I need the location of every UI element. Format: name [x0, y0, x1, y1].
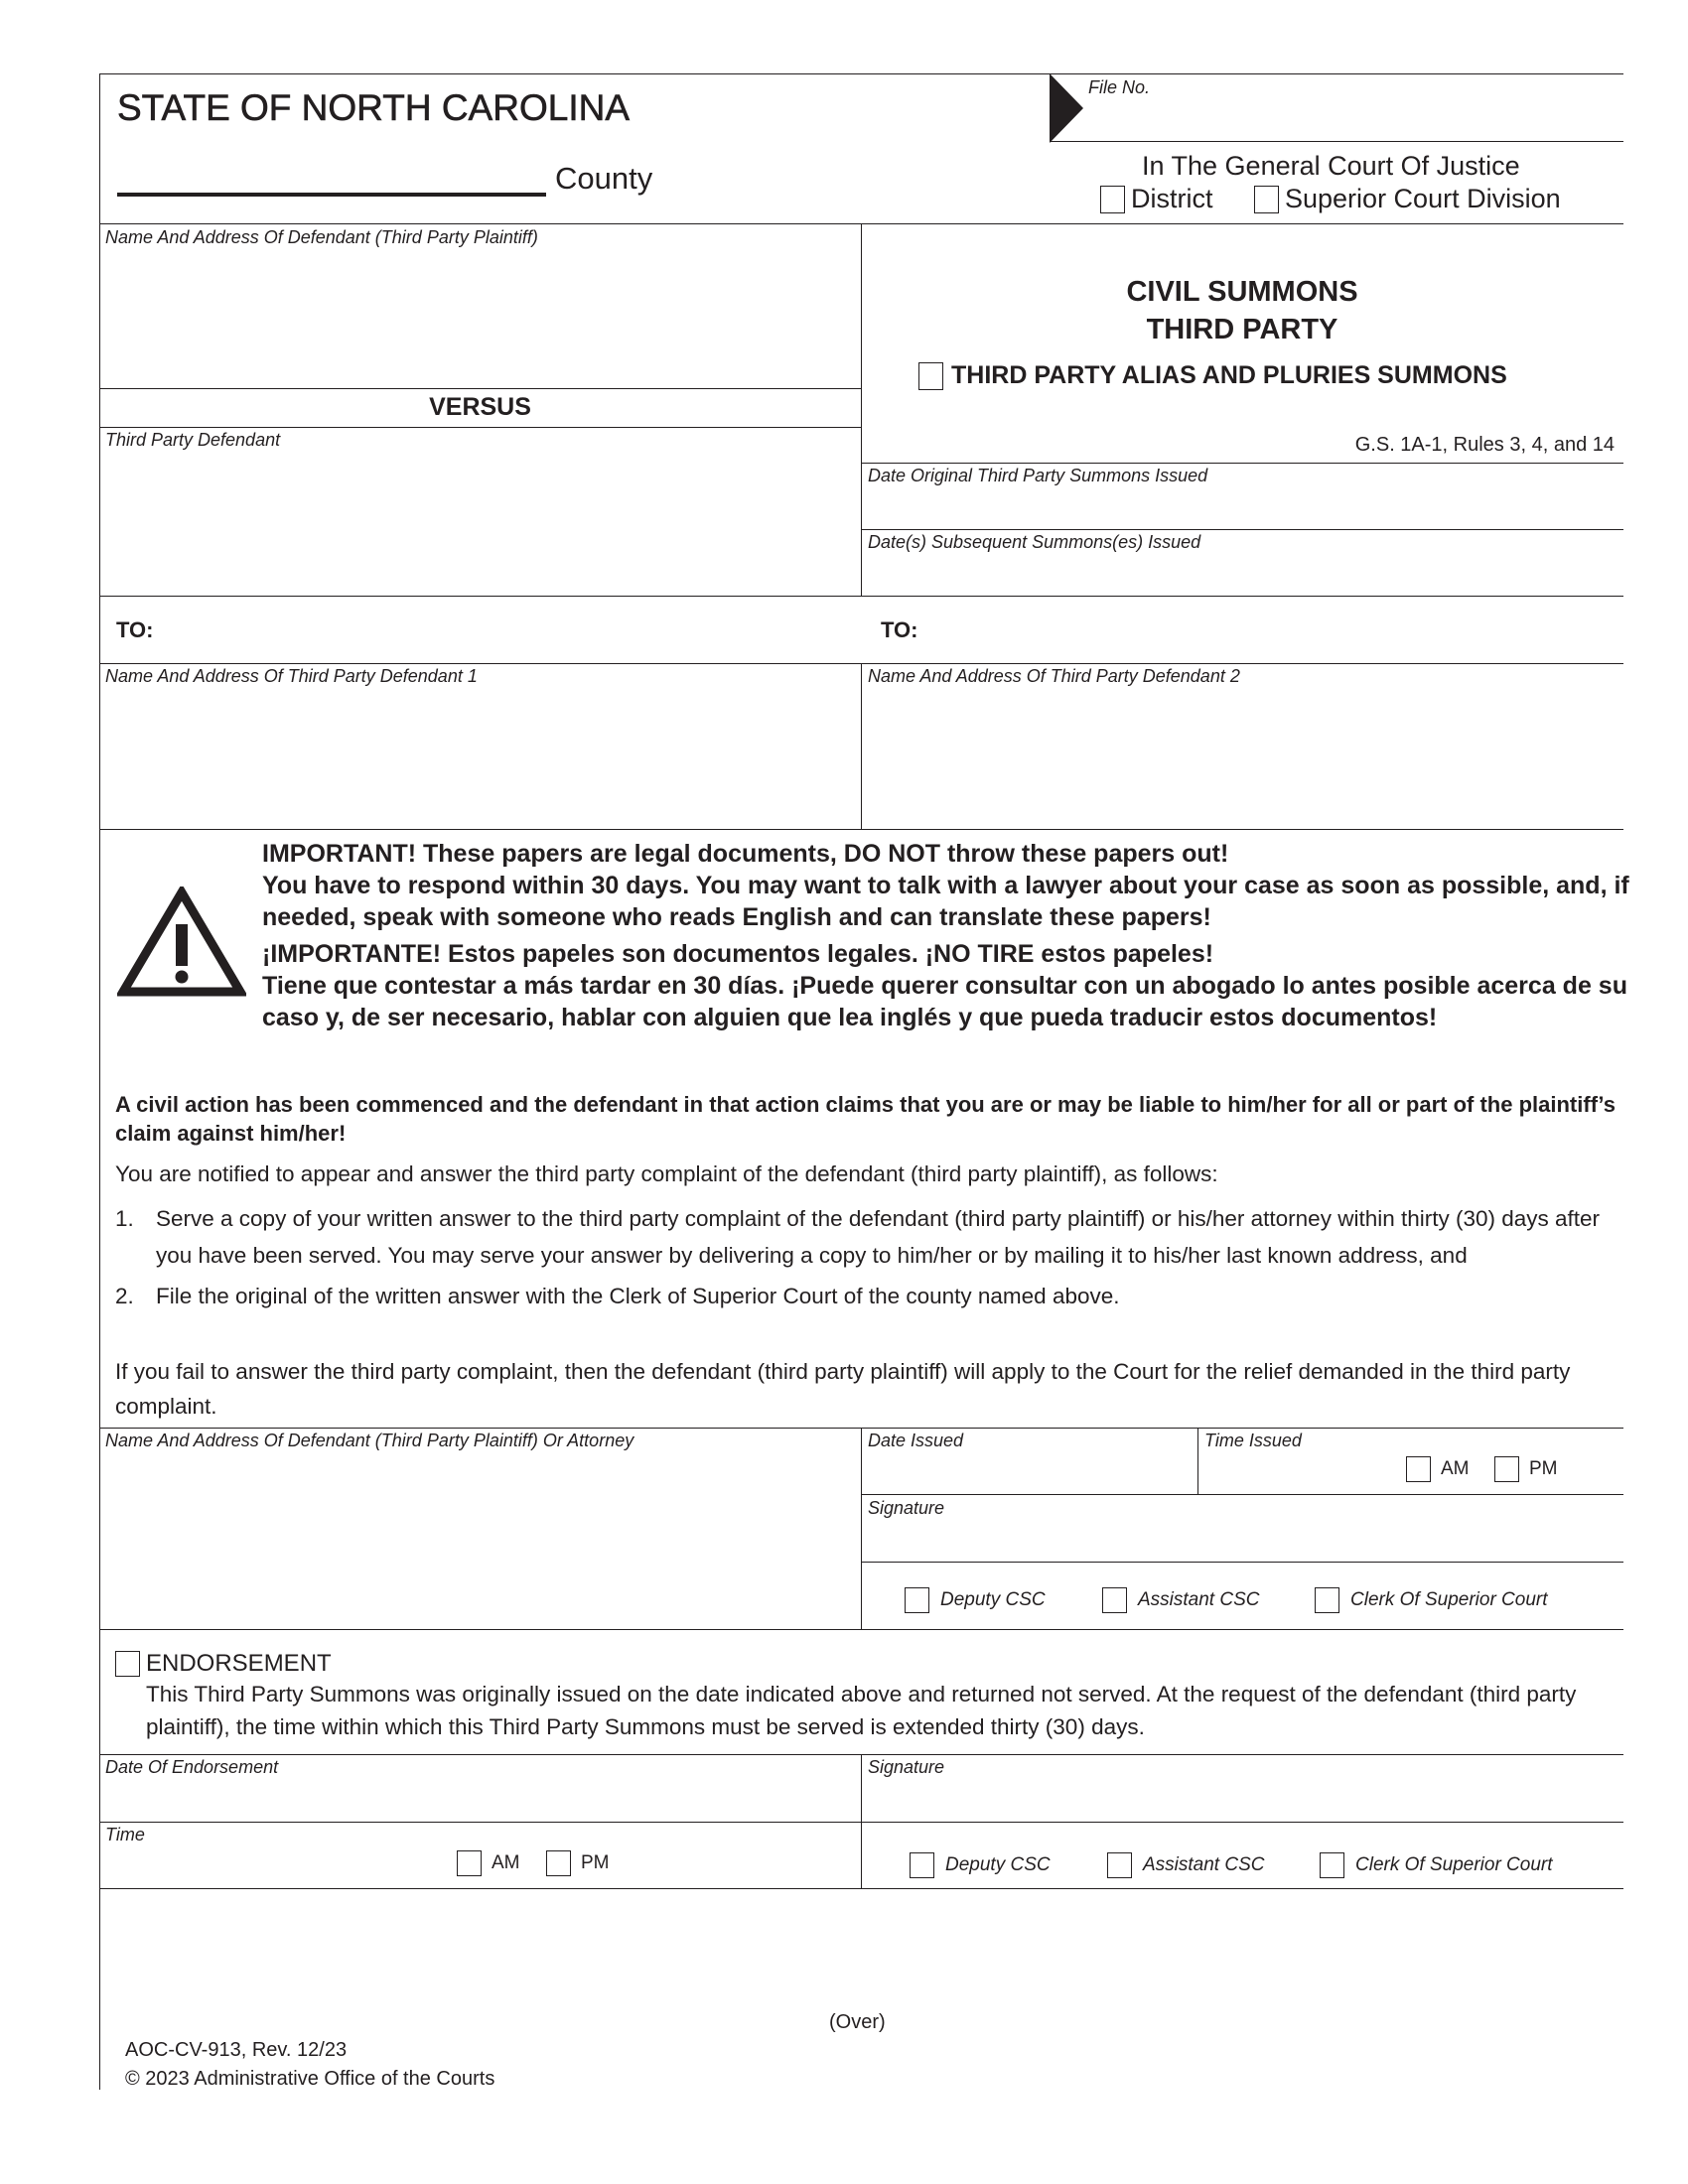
superior-court-option[interactable]: [1254, 184, 1561, 214]
copyright: © 2023 Administrative Office of the Courts: [125, 2068, 495, 2090]
court-title: In The General Court Of Justice: [1142, 151, 1520, 181]
instruction-number: 2.: [115, 1284, 134, 1308]
issuance-clerk-checkbox[interactable]: [1315, 1587, 1339, 1613]
endorsement-signature-label: Signature: [868, 1757, 945, 1777]
date-original-field[interactable]: [868, 488, 1618, 526]
county-label: County: [555, 161, 653, 196]
to-label-2: TO:: [881, 617, 918, 642]
date-issued-label: Date Issued: [868, 1431, 964, 1450]
third-party-defendant-2-label: Name And Address Of Third Party Defendant 2: [868, 666, 1240, 686]
signature-bottom-line: [861, 1562, 1623, 1563]
issuance-clerk-option[interactable]: [1315, 1587, 1548, 1613]
instruction-item-2: [115, 1278, 1619, 1314]
warning-triangle-icon: [117, 887, 246, 998]
endorsement-assistant-csc-option[interactable]: [1107, 1852, 1264, 1878]
endorsement-checkbox[interactable]: [115, 1651, 140, 1677]
issued-am-label: AM: [1441, 1458, 1470, 1479]
fail-to-answer-notice: If you fail to answer the third party complaint, then the defendant (third party plaintiff) will apply to the Court for the relief demanded in the third party complaint.: [115, 1359, 1571, 1419]
statute-reference: G.S. 1A-1, Rules 3, 4, and 14: [1354, 434, 1615, 456]
endorsement-clerk-label: Clerk Of Superior Court: [1355, 1854, 1553, 1875]
endorsement-am-label: AM: [492, 1852, 520, 1873]
date-subsequent-field[interactable]: [868, 555, 1618, 593]
third-party-defendant-2-field[interactable]: [868, 689, 1618, 824]
date-original-bottom-line: [861, 529, 1623, 530]
district-checkbox[interactable]: [1100, 186, 1125, 213]
file-no-bottom-line: [1051, 141, 1623, 142]
instruction-list: [115, 1200, 1619, 1314]
issuance-clerk-label: Clerk Of Superior Court: [1350, 1589, 1548, 1610]
district-label: District: [1131, 184, 1213, 213]
endorsement-title: ENDORSEMENT: [146, 1650, 332, 1677]
issuance-deputy-csc-checkbox[interactable]: [905, 1587, 929, 1613]
state-title: STATE OF NORTH CAROLINA: [117, 87, 630, 128]
date-time-divider: [1197, 1428, 1198, 1494]
time-issued-label: Time Issued: [1204, 1431, 1302, 1450]
endorsement-text: This Third Party Summons was originally issued on the date indicated above and returned not served. At the request of the defendant (third party plaintiff), the time within which this Third Party Summons must be served is extended thirty (30) days.: [146, 1682, 1577, 1739]
defendants-center-divider: [861, 663, 862, 829]
time-issued-field[interactable]: [1204, 1453, 1393, 1491]
issuance-deputy-csc-label: Deputy CSC: [940, 1589, 1046, 1610]
instruction-text: File the original of the written answer with the Clerk of Superior Court of the county named above.: [156, 1284, 1120, 1308]
attorney-field[interactable]: [105, 1453, 855, 1624]
third-party-defendant-1-label: Name And Address Of Third Party Defendant 1: [105, 666, 478, 686]
endorsement-pm-label: PM: [581, 1852, 610, 1873]
attorney-label: Name And Address Of Defendant (Third Party Plaintiff) Or Attorney: [105, 1431, 634, 1450]
issuance-assistant-csc-option[interactable]: [1102, 1587, 1259, 1613]
issuance-bottom-line: [99, 1629, 1623, 1630]
instruction-text: Serve a copy of your written answer to the third party complaint of the defendant (third party plaintiff) or his/her attorney within thirty (30) days after you have been served. You may serve your answer by delivering a copy to him/her or by mailing it to his/her last known address, and: [156, 1206, 1601, 1268]
warning-en-heading: IMPORTANT! These papers are legal documents, DO NOT throw these papers out!: [262, 840, 1229, 868]
warning-es-text: Tiene que contestar a más tardar en 30 días. ¡Puede querer consultar con un abogado lo antes posible acerca de su caso y, de ser necesario, hablar con alguien que lea inglés y que pueda traducir estos documentos!: [262, 972, 1627, 1031]
endorsement-signature-field[interactable]: [868, 1780, 1618, 1818]
endorsement-time-label: Time: [105, 1825, 145, 1844]
instruction-item-1: [115, 1200, 1619, 1274]
warning-en-text: You have to respond within 30 days. You may want to talk with a lawyer about your case as soon as possible, and, if needed, speak with someone who reads English and can translate these papers!: [262, 872, 1629, 931]
endorsement-pm-option[interactable]: [546, 1850, 610, 1876]
issued-am-option[interactable]: [1406, 1456, 1470, 1482]
alias-pluries-option[interactable]: [918, 361, 1507, 390]
superior-court-checkbox[interactable]: [1254, 186, 1279, 213]
alias-pluries-checkbox[interactable]: [918, 362, 943, 390]
endorsement-pm-checkbox[interactable]: [546, 1850, 571, 1876]
date-original-label: Date Original Third Party Summons Issued: [868, 466, 1208, 485]
warning-es-heading: ¡IMPORTANTE! Estos papeles son documentos legales. ¡NO TIRE estos papeles!: [262, 940, 1214, 968]
issued-pm-checkbox[interactable]: [1494, 1456, 1519, 1482]
form-title-line1: CIVIL SUMMONS: [1126, 276, 1358, 308]
issued-am-checkbox[interactable]: [1406, 1456, 1431, 1482]
date-of-endorsement-label: Date Of Endorsement: [105, 1757, 279, 1777]
endorsement-assistant-csc-label: Assistant CSC: [1143, 1854, 1265, 1875]
issuance-signature-field[interactable]: [868, 1521, 1618, 1559]
defendant-field[interactable]: [105, 250, 855, 383]
statute-bottom-line: [861, 463, 1623, 464]
third-party-defendant-label: Third Party Defendant: [105, 430, 281, 450]
warning-block: [262, 838, 1632, 1033]
issued-pm-option[interactable]: [1494, 1456, 1558, 1482]
third-party-defendant-1-field[interactable]: [105, 689, 855, 824]
endorsement-assistant-csc-checkbox[interactable]: [1107, 1852, 1132, 1878]
date-issued-bottom-line: [861, 1494, 1623, 1495]
form-id: AOC-CV-913, Rev. 12/23: [125, 2039, 348, 2061]
date-subsequent-label: Date(s) Subsequent Summons(es) Issued: [868, 532, 1201, 552]
endorsement-clerk-checkbox[interactable]: [1320, 1852, 1344, 1878]
endorsement-am-checkbox[interactable]: [457, 1850, 482, 1876]
versus-top-line: [99, 388, 861, 389]
outer-left-border: [99, 73, 100, 2090]
outer-top-border: [99, 73, 1623, 74]
issued-pm-label: PM: [1529, 1458, 1558, 1479]
file-no-field[interactable]: [1088, 99, 1615, 137]
civil-action-notice: A civil action has been commenced and the defendant in that action claims that you are or may be liable to him/her for all or part of the plaintiff’s claim against him/her!: [115, 1092, 1616, 1146]
issuance-center-divider: [861, 1428, 862, 1629]
to-label-1: TO:: [116, 617, 154, 642]
versus-heading: VERSUS: [429, 393, 531, 421]
date-issued-field[interactable]: [868, 1453, 1192, 1491]
county-field[interactable]: [117, 193, 546, 197]
district-option[interactable]: [1100, 184, 1213, 214]
versus-bottom-line: [99, 427, 861, 428]
defendant-label: Name And Address Of Defendant (Third Party Plaintiff): [105, 227, 538, 247]
instruction-number: 1.: [115, 1206, 134, 1231]
endorsement-deputy-csc-option[interactable]: [910, 1852, 1051, 1878]
endorsement-deputy-csc-checkbox[interactable]: [910, 1852, 934, 1878]
third-party-defendant-field[interactable]: [105, 453, 855, 592]
file-no-arrow-icon: [1050, 73, 1085, 143]
issuance-deputy-csc-option[interactable]: [905, 1587, 1046, 1613]
endorsement-mid-line: [99, 1822, 1623, 1823]
endorsement-time-field[interactable]: [105, 1847, 443, 1883]
endorsement-deputy-csc-label: Deputy CSC: [945, 1854, 1051, 1875]
parties-bottom-line: [99, 596, 1623, 597]
date-of-endorsement-field[interactable]: [105, 1780, 855, 1818]
superior-court-label: Superior Court Division: [1285, 184, 1561, 213]
issuance-assistant-csc-label: Assistant CSC: [1138, 1589, 1260, 1610]
notified-text: You are notified to appear and answer the third party complaint of the defendant (third party plaintiff), as follows:: [115, 1161, 1218, 1186]
defendants-bottom-line: [99, 829, 1623, 830]
over-indicator: (Over): [829, 2011, 886, 2033]
endorsement-am-option[interactable]: [457, 1850, 520, 1876]
issuance-signature-label: Signature: [868, 1498, 945, 1518]
issuance-assistant-csc-checkbox[interactable]: [1102, 1587, 1127, 1613]
alias-pluries-label: THIRD PARTY ALIAS AND PLURIES SUMMONS: [951, 361, 1507, 389]
form-title-line2: THIRD PARTY: [1146, 314, 1338, 345]
endorsement-bottom-line: [99, 1888, 1623, 1889]
endorsement-option[interactable]: [115, 1650, 332, 1678]
endorsement-clerk-option[interactable]: [1320, 1852, 1553, 1878]
file-no-label: File No.: [1088, 77, 1151, 97]
